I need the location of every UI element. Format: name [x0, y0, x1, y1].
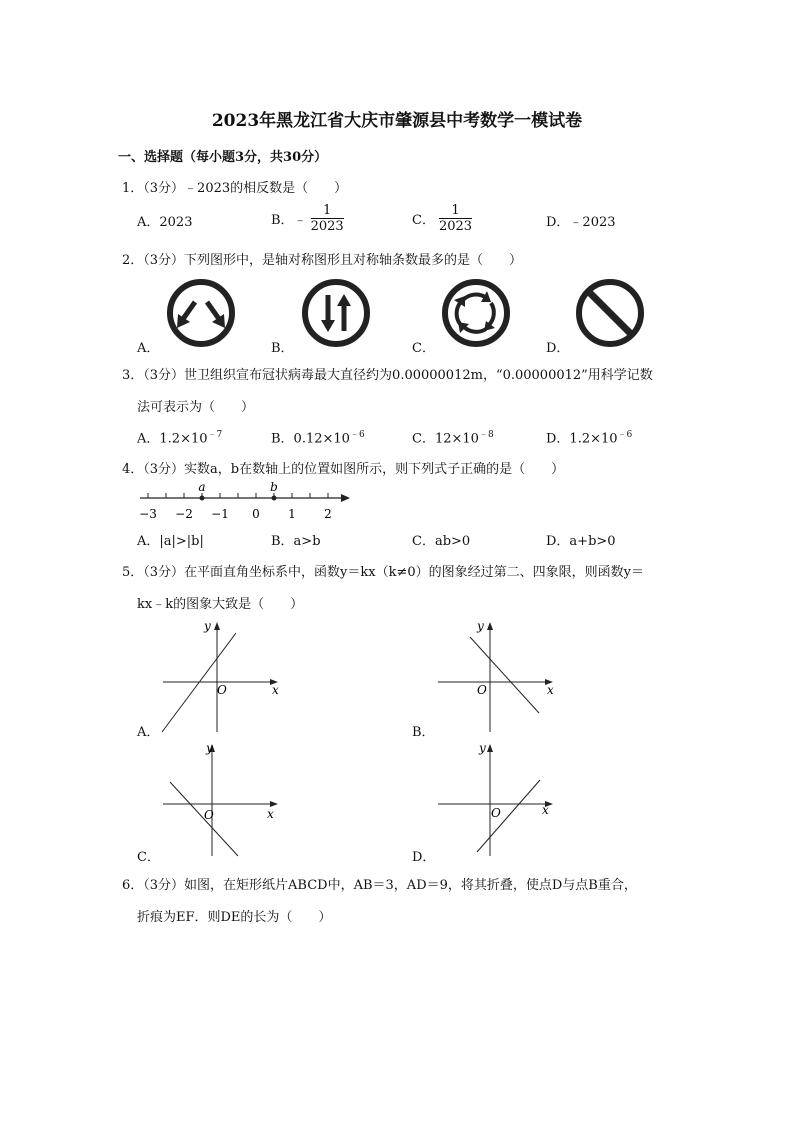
origin-label: O — [204, 808, 214, 822]
x-axis-label: x — [547, 683, 554, 697]
question-3-stem-line1: 3．（3分）世卫组织宣布冠状病毒最大直径约为0.00000012m，“0.00000012”用科学记数 — [122, 368, 653, 383]
q1-option-d: D．﹣2023 — [546, 215, 616, 230]
roundabout-sign-icon — [441, 278, 511, 348]
number-line-point-label-a: a — [198, 480, 206, 494]
q4-option-b: B．a>b — [271, 534, 321, 549]
question-6-stem-line2: 折痕为EF．则DE的长为（ ） — [137, 910, 332, 925]
q3-option-a: A．$1.2\times 10^{﹣7}$ — [137, 430, 223, 447]
page-title: 2023年黑龙江省大庆市肇源县中考数学一模试卷 — [211, 111, 583, 131]
section-heading: 一、选择题（每小题3分，共30分） — [118, 150, 328, 165]
question-6-stem-line1: 6．（3分）如图，在矩形纸片ABCD中，AB＝3，AD＝9，将其折叠，使点D与点B重合， — [122, 878, 637, 893]
q3-option-c: C．$12\times 10^{﹣8}$ — [412, 430, 494, 447]
q4-option-a: A．|a|>|b| — [137, 534, 204, 549]
q2-option-b: B． — [271, 341, 294, 356]
graph-option-b — [435, 620, 560, 735]
question-3-stem-line2: 法可表示为（ ） — [137, 400, 255, 415]
question-4-stem: 4．（3分）实数a，b在数轴上的位置如图所示，则下列式子正确的是（ ） — [122, 462, 565, 477]
question-2-stem: 2．（3分）下列图形中，是轴对称图形且对称轴条数最多的是（ ） — [122, 253, 523, 268]
q1-option-b: B．﹣ $\frac{1}{2023}$ — [271, 203, 344, 234]
number-line-tick-label: −2 — [175, 507, 193, 521]
origin-label: O — [491, 806, 501, 820]
q2-option-d: D． — [546, 341, 570, 356]
question-5-stem-line2: kx﹣k的图象大致是（ ） — [137, 597, 304, 612]
number-line-tick-label: −1 — [211, 507, 229, 521]
diverging-arrows-sign-icon — [166, 278, 236, 348]
q5-option-a: A． — [137, 725, 160, 740]
y-axis-label: y — [204, 619, 211, 633]
number-line-point-b — [272, 496, 277, 501]
q5-option-c: C． — [137, 850, 160, 865]
graph-option-c — [160, 742, 285, 860]
q2-option-a: A． — [137, 341, 160, 356]
number-line-tick-label: −3 — [139, 507, 157, 521]
q1-option-c: C． $\frac{1}{2023}$ — [412, 203, 473, 234]
x-axis-label: x — [542, 803, 549, 817]
origin-label: O — [217, 683, 227, 697]
prohibition-sign-icon — [575, 278, 645, 348]
q4-option-c: C．ab>0 — [412, 534, 471, 549]
graph-option-a — [160, 620, 285, 735]
number-line — [130, 478, 360, 523]
x-axis-label: x — [272, 683, 279, 697]
two-way-traffic-sign-icon — [301, 278, 371, 348]
number-line-tick-label: 1 — [288, 507, 296, 521]
q4-option-d: D．a+b>0 — [546, 534, 616, 549]
number-line-tick-label: 0 — [252, 507, 260, 521]
q5-option-b: B． — [412, 725, 435, 740]
question-1-stem: 1．（3分）﹣2023的相反数是（ ） — [122, 181, 348, 196]
y-axis-label: y — [206, 741, 213, 755]
y-axis-label: y — [477, 619, 484, 633]
number-line-tick-label: 2 — [324, 507, 332, 521]
q3-option-b: B．$0.12\times 10^{﹣6}$ — [271, 430, 365, 447]
q2-option-c: C． — [412, 341, 435, 356]
graph-option-d — [435, 742, 560, 860]
origin-label: O — [477, 683, 487, 697]
y-axis-label: y — [479, 741, 486, 755]
x-axis-label: x — [267, 807, 274, 821]
number-line-point-label-b: b — [270, 480, 278, 494]
q3-option-d: D．$1.2\times 10^{﹣6}$ — [546, 430, 633, 447]
arrow-right-icon — [341, 494, 350, 502]
question-5-stem-line1: 5．（3分）在平面直角坐标系中，函数y＝kx（k≠0）的图象经过第二、四象限，则函数y＝ — [122, 565, 644, 580]
q1-option-a: A．2023 — [137, 215, 193, 230]
number-line-point-a — [200, 496, 205, 501]
q5-option-d: D． — [412, 850, 436, 865]
